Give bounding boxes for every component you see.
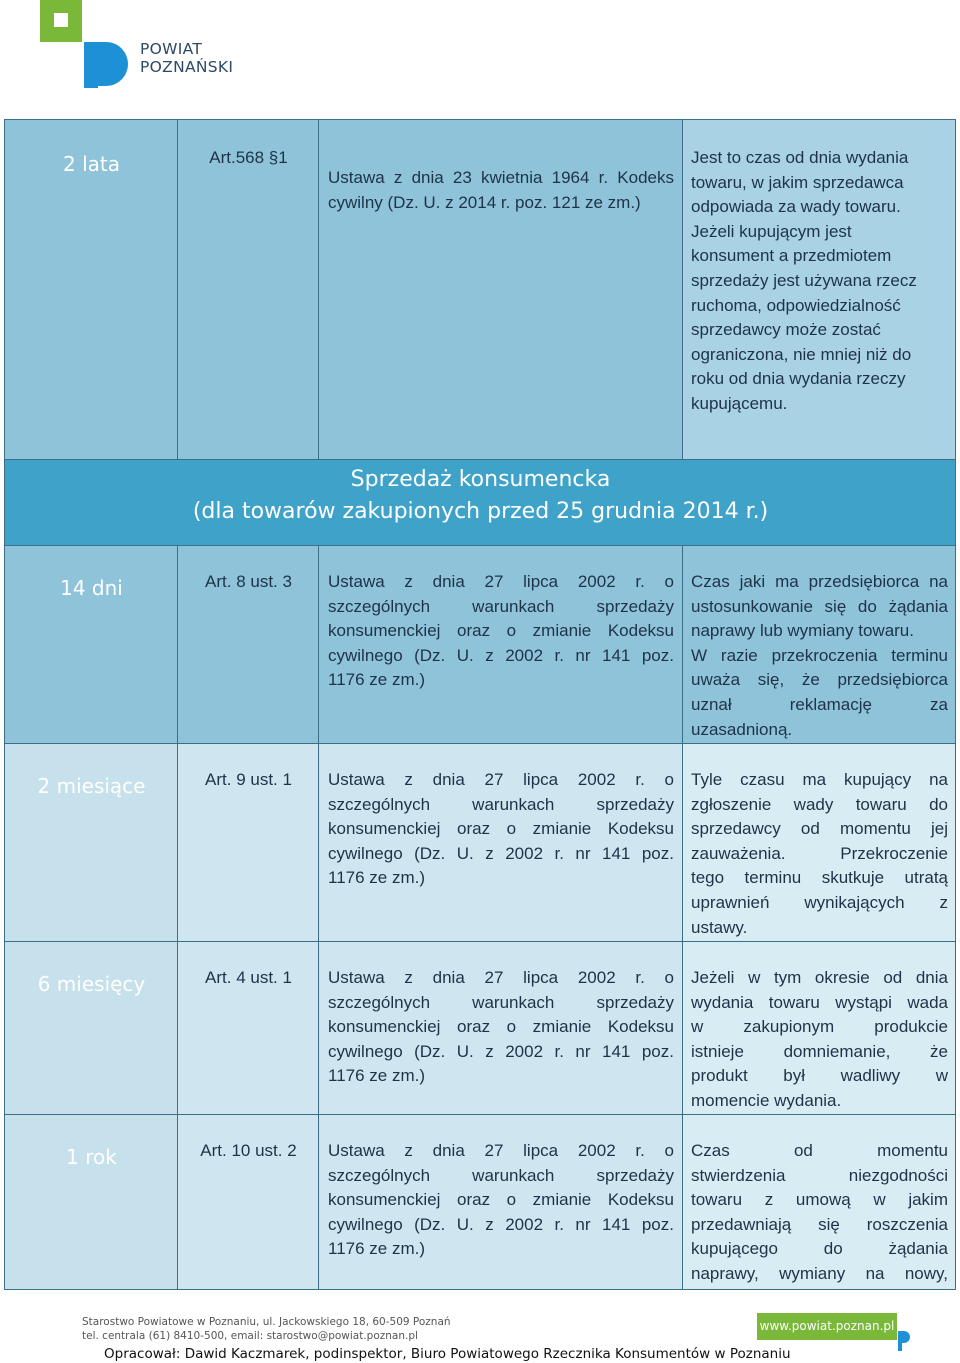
description-line: naprawy lub wymiany towaru. bbox=[691, 621, 914, 641]
footer-address-block bbox=[82, 1315, 451, 1343]
law-cell bbox=[319, 1115, 683, 1290]
description-line: uzasadnioną. bbox=[691, 719, 793, 739]
law-line: konsumenckiej oraz o zmianie Kodeksu bbox=[328, 621, 674, 641]
description-line: przedawniają się roszczenia bbox=[691, 1214, 948, 1234]
article-label: Art. 10 ust. 2 bbox=[200, 1141, 297, 1160]
law-line: cywilnego (Dz. U. z 2002 r. nr 141 poz. bbox=[328, 1214, 674, 1234]
law-text bbox=[328, 966, 674, 1089]
description-line: zgłoszenie wady towaru do bbox=[691, 794, 948, 814]
description-line: kupującemu. bbox=[691, 393, 788, 413]
law-line: cywilnego (Dz. U. z 2002 r. nr 141 poz. bbox=[328, 1041, 674, 1061]
law-cell bbox=[319, 546, 683, 744]
law-line: szczególnych warunkach sprzedaży bbox=[328, 992, 674, 1012]
description-line: kupującego do żądania bbox=[691, 1239, 948, 1259]
table-row bbox=[5, 744, 956, 942]
law-line: Ustawa z dnia 27 lipca 2002 r. o bbox=[328, 968, 674, 987]
description-line: odpowiada za wady towaru. bbox=[691, 197, 901, 217]
description-line: ustawy. bbox=[691, 917, 748, 937]
description-line: Czas od momentu bbox=[691, 1141, 948, 1160]
description-line: uprawnień wynikających z bbox=[691, 892, 948, 912]
description-line: towaru, w jakim sprzedawca bbox=[691, 172, 904, 192]
period-label: 2 miesiące bbox=[37, 774, 146, 798]
period-label: 1 rok bbox=[66, 1145, 117, 1169]
description-line: Jeżeli kupującym jest bbox=[691, 221, 852, 241]
author-credit: Opracował: Dawid Kaczmarek, podinspektor, Biuro Powiatowego Rzecznika Konsumentów w Poznaniu bbox=[104, 1346, 791, 1362]
powiat-logo bbox=[40, 0, 260, 92]
law-text bbox=[328, 1139, 674, 1262]
law-text bbox=[328, 768, 674, 891]
description-line: ustosunkowanie się do żądania bbox=[691, 596, 948, 616]
description-line: sprzedaży jest używana rzecz bbox=[691, 270, 917, 290]
table-row bbox=[5, 1115, 956, 1290]
logo-text bbox=[140, 40, 233, 76]
table-row bbox=[5, 120, 956, 460]
section-title-line-2: (dla towarów zakupionych przed 25 grudnia 2014 r.) bbox=[192, 499, 769, 524]
periods-table bbox=[4, 119, 956, 1290]
description-line: towaru z umową w jakim bbox=[691, 1190, 948, 1210]
description-text bbox=[691, 966, 948, 1114]
description-line: roku od dnia wydania rzeczy bbox=[691, 369, 906, 389]
article-cell bbox=[178, 546, 319, 744]
law-line: Ustawa z dnia 27 lipca 2002 r. o bbox=[328, 770, 674, 789]
description-text bbox=[691, 570, 948, 742]
article-label: Art. 8 ust. 3 bbox=[205, 572, 292, 591]
footer-contact: tel. centrala (61) 8410-500, email: starostwo@powiat.poznan.pl bbox=[82, 1330, 418, 1342]
article-label: Art. 4 ust. 1 bbox=[205, 968, 292, 987]
law-text: Ustawa z dnia 23 kwietnia 1964 r. Kodeks cywilny (Dz. U. z 2014 r. poz. 121 ze zm.) bbox=[328, 168, 674, 212]
law-line: szczególnych warunkach sprzedaży bbox=[328, 1165, 674, 1185]
description-line: Jest to czas od dnia wydania bbox=[691, 148, 909, 167]
description-line: produkt był wadliwy w bbox=[691, 1066, 948, 1086]
article-cell bbox=[178, 1115, 319, 1290]
article-label: Art.568 §1 bbox=[209, 148, 288, 167]
description-line: stwierdzenia niezgodności bbox=[691, 1165, 948, 1185]
footer-address: Starostwo Powiatowe w Poznaniu, ul. Jackowskiego 18, 60-509 Poznań bbox=[82, 1316, 451, 1328]
description-line: wydania towaru wystąpi wada bbox=[691, 992, 948, 1012]
table-row bbox=[5, 942, 956, 1115]
description-line: uważa się, że przedsiębiorca bbox=[691, 670, 948, 690]
description-line: w zakupionym produkcie bbox=[691, 1017, 948, 1037]
description-line: tego terminu skutkuje utratą bbox=[691, 868, 948, 888]
description-line: sprzedawcy od momentu jej bbox=[691, 819, 948, 839]
law-line: 1176 ze zm.) bbox=[328, 868, 426, 888]
law-line: szczególnych warunkach sprzedaży bbox=[328, 596, 674, 616]
law-cell bbox=[319, 744, 683, 942]
period-label: 6 miesięcy bbox=[37, 972, 146, 996]
logo-small-icon bbox=[898, 1331, 910, 1351]
description-cell bbox=[683, 942, 956, 1115]
description-line: ruchoma, odpowiedzialność bbox=[691, 295, 901, 315]
description-cell bbox=[683, 744, 956, 942]
law-line: cywilnego (Dz. U. z 2002 r. nr 141 poz. bbox=[328, 843, 674, 863]
period-cell bbox=[5, 744, 178, 942]
period-cell bbox=[5, 120, 178, 460]
article-label: Art. 9 ust. 1 bbox=[205, 770, 292, 789]
section-title-line-1: Sprzedaż konsumencka bbox=[350, 467, 611, 492]
section-title bbox=[5, 464, 956, 528]
logo-line-1: POWIAT bbox=[140, 40, 203, 58]
law-line: konsumenckiej oraz o zmianie Kodeksu bbox=[328, 1190, 674, 1210]
law-line: 1176 ze zm.) bbox=[328, 670, 426, 690]
description-line: naprawy, wymiany na nowy, bbox=[691, 1263, 948, 1283]
description-line: istnieje domniemanie, że bbox=[691, 1041, 948, 1061]
description-line: Czas jaki ma przedsiębiorca na bbox=[691, 572, 948, 591]
description-text bbox=[691, 146, 948, 417]
description-line: konsument a przedmiotem bbox=[691, 246, 892, 266]
description-line: momencie wydania. bbox=[691, 1090, 842, 1110]
website-link[interactable]: www.powiat.poznan.pl bbox=[757, 1313, 897, 1340]
description-line: zauważenia. Przekroczenie bbox=[691, 843, 948, 863]
law-line: cywilnego (Dz. U. z 2002 r. nr 141 poz. bbox=[328, 645, 674, 665]
article-cell bbox=[178, 942, 319, 1115]
period-label: 14 dni bbox=[60, 576, 123, 600]
article-cell bbox=[178, 120, 319, 460]
description-line: ograniczona, nie mniej niż do bbox=[691, 344, 912, 364]
law-cell bbox=[319, 942, 683, 1115]
law-line: Ustawa z dnia 27 lipca 2002 r. o bbox=[328, 1141, 674, 1160]
description-cell bbox=[683, 1115, 956, 1290]
logo-mark-icon bbox=[40, 0, 132, 92]
description-line: Tyle czasu ma kupujący na bbox=[691, 770, 948, 789]
description-line: sprzedawcy może zostać bbox=[691, 320, 881, 340]
law-line: 1176 ze zm.) bbox=[328, 1239, 426, 1259]
period-label: 2 lata bbox=[63, 152, 120, 176]
period-cell bbox=[5, 546, 178, 744]
description-text bbox=[691, 1139, 948, 1287]
section-header bbox=[5, 460, 956, 546]
description-line: W razie przekroczenia terminu bbox=[691, 645, 948, 665]
law-line: 1176 ze zm.) bbox=[328, 1066, 426, 1086]
logo-line-2: POZNAŃSKI bbox=[140, 58, 234, 76]
period-cell bbox=[5, 1115, 178, 1290]
law-line: konsumenckiej oraz o zmianie Kodeksu bbox=[328, 819, 674, 839]
description-text bbox=[691, 768, 948, 940]
description-line: Jeżeli w tym okresie od dnia bbox=[691, 968, 948, 987]
law-line: Ustawa z dnia 27 lipca 2002 r. o bbox=[328, 572, 674, 591]
law-line: konsumenckiej oraz o zmianie Kodeksu bbox=[328, 1017, 674, 1037]
law-line: szczególnych warunkach sprzedaży bbox=[328, 794, 674, 814]
description-cell bbox=[683, 120, 956, 460]
article-cell bbox=[178, 744, 319, 942]
table-row bbox=[5, 546, 956, 744]
period-cell bbox=[5, 942, 178, 1115]
law-cell bbox=[319, 120, 683, 460]
description-line: uznał reklamację za bbox=[691, 694, 948, 714]
description-cell bbox=[683, 546, 956, 744]
law-text bbox=[328, 570, 674, 693]
